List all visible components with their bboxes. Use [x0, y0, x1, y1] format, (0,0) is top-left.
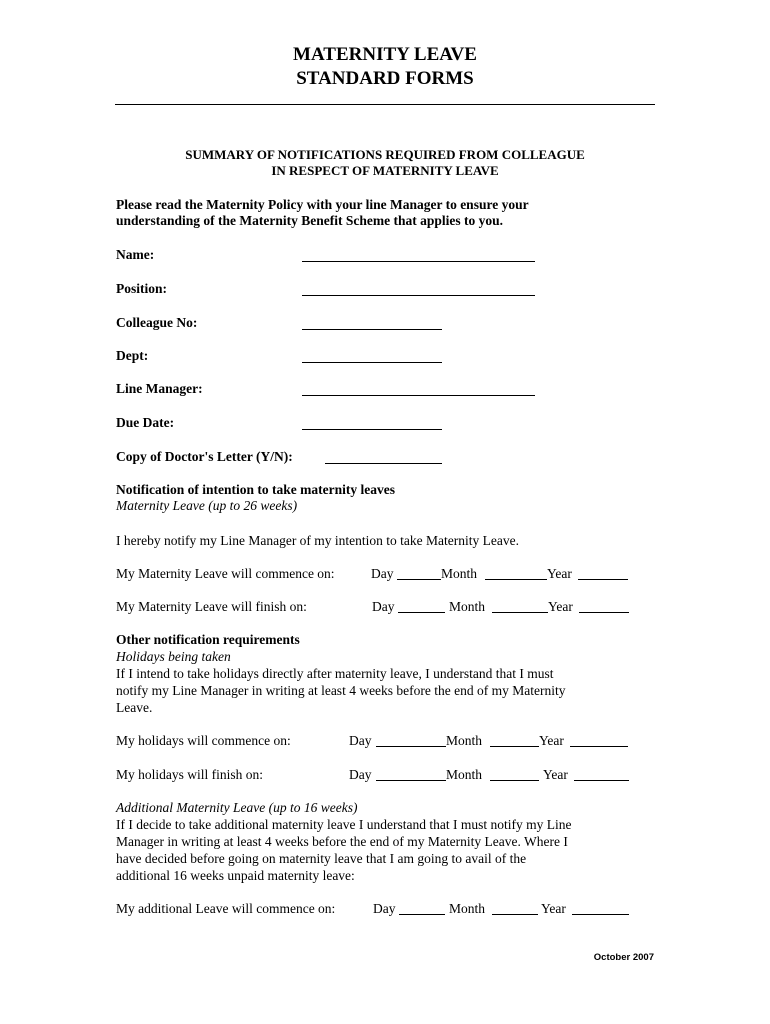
holidays-finish-day-field[interactable]: [376, 780, 446, 781]
summary-heading-line1: SUMMARY OF NOTIFICATIONS REQUIRED FROM COLLEAGUE: [185, 147, 585, 162]
doctor-letter-label: Copy of Doctor's Letter (Y/N):: [116, 449, 293, 464]
holidays-finish-label: My holidays will finish on:: [116, 767, 264, 782]
form-title-line2: STANDARD FORMS: [296, 68, 474, 89]
notification-heading: Notification of intention to take maternity leaves: [116, 482, 395, 497]
holidays-finish-year-field[interactable]: [574, 780, 629, 781]
additional-text-line4: additional 16 weeks unpaid maternity leave:: [116, 868, 355, 883]
name-field[interactable]: [302, 261, 535, 262]
title-divider: [115, 104, 655, 105]
holidays-commence-year-field[interactable]: [570, 746, 628, 747]
intro-line2: understanding of the Maternity Benefit Scheme that applies to you.: [116, 213, 503, 228]
line-manager-label: Line Manager:: [116, 381, 203, 396]
notification-statement: I hereby notify my Line Manager of my intention to take Maternity Leave.: [116, 533, 519, 548]
holidays-text-line3: Leave.: [116, 700, 153, 715]
doctor-letter-field[interactable]: [325, 463, 442, 464]
holidays-commence-year-label: Year: [539, 733, 564, 748]
holidays-commence-month-field[interactable]: [490, 746, 539, 747]
additional-year-field[interactable]: [572, 914, 629, 915]
footer-date: October 2007: [593, 952, 654, 963]
additional-leave-subheading: Additional Maternity Leave (up to 16 weeks): [116, 800, 358, 815]
finish-month-field[interactable]: [492, 612, 548, 613]
additional-month-field[interactable]: [492, 914, 538, 915]
summary-heading-line2: IN RESPECT OF MATERNITY LEAVE: [271, 163, 499, 178]
commence-month-field[interactable]: [485, 579, 547, 580]
holidays-commence-month-label: Month: [446, 733, 483, 748]
finish-day-field[interactable]: [398, 612, 445, 613]
commence-day-label: Day: [371, 566, 394, 581]
intro-line1: Please read the Maternity Policy with your line Manager to ensure your: [116, 197, 529, 212]
holidays-finish-year-label: Year: [543, 767, 568, 782]
other-requirements-heading: Other notification requirements: [116, 632, 300, 647]
holidays-subheading: Holidays being taken: [116, 649, 231, 664]
name-label: Name:: [116, 247, 155, 262]
commence-month-label: Month: [441, 566, 478, 581]
colleague-no-field[interactable]: [302, 329, 442, 330]
holidays-text-line2: notify my Line Manager in writing at least 4 weeks before the end of my Maternity: [116, 683, 566, 698]
position-field[interactable]: [302, 295, 535, 296]
holidays-finish-month-field[interactable]: [490, 780, 539, 781]
due-date-field[interactable]: [302, 429, 442, 430]
finish-label: My Maternity Leave will finish on:: [116, 599, 307, 614]
commence-year-label: Year: [547, 566, 572, 581]
commence-year-field[interactable]: [578, 579, 628, 580]
holidays-commence-day-label: Day: [349, 733, 372, 748]
finish-day-label: Day: [372, 599, 395, 614]
holidays-commence-day-field[interactable]: [376, 746, 446, 747]
additional-day-label: Day: [373, 901, 396, 916]
holidays-finish-day-label: Day: [349, 767, 372, 782]
additional-year-label: Year: [541, 901, 566, 916]
position-label: Position:: [116, 281, 168, 296]
commence-day-field[interactable]: [397, 579, 441, 580]
maternity-leave-subheading: Maternity Leave (up to 26 weeks): [116, 498, 298, 513]
additional-day-field[interactable]: [399, 914, 445, 915]
finish-month-label: Month: [449, 599, 486, 614]
line-manager-field[interactable]: [302, 395, 535, 396]
additional-text-line3: have decided before going on maternity leave that I am going to avail of the: [116, 851, 527, 866]
additional-text-line1: If I decide to take additional maternity leave I understand that I must notify my Line: [116, 817, 572, 832]
dept-field[interactable]: [302, 362, 442, 363]
colleague-no-label: Colleague No:: [116, 315, 198, 330]
dept-label: Dept:: [116, 348, 149, 363]
due-date-label: Due Date:: [116, 415, 175, 430]
holidays-text-line1: If I intend to take holidays directly after maternity leave, I understand that I must: [116, 666, 554, 681]
finish-year-label: Year: [548, 599, 573, 614]
holidays-finish-month-label: Month: [446, 767, 483, 782]
additional-commence-label: My additional Leave will commence on:: [116, 901, 336, 916]
commence-label: My Maternity Leave will commence on:: [116, 566, 335, 581]
finish-year-field[interactable]: [579, 612, 629, 613]
holidays-commence-label: My holidays will commence on:: [116, 733, 291, 748]
additional-text-line2: Manager in writing at least 4 weeks before the end of my Maternity Leave. Where I: [116, 834, 568, 849]
form-title-line1: MATERNITY LEAVE: [293, 44, 477, 65]
additional-month-label: Month: [449, 901, 486, 916]
